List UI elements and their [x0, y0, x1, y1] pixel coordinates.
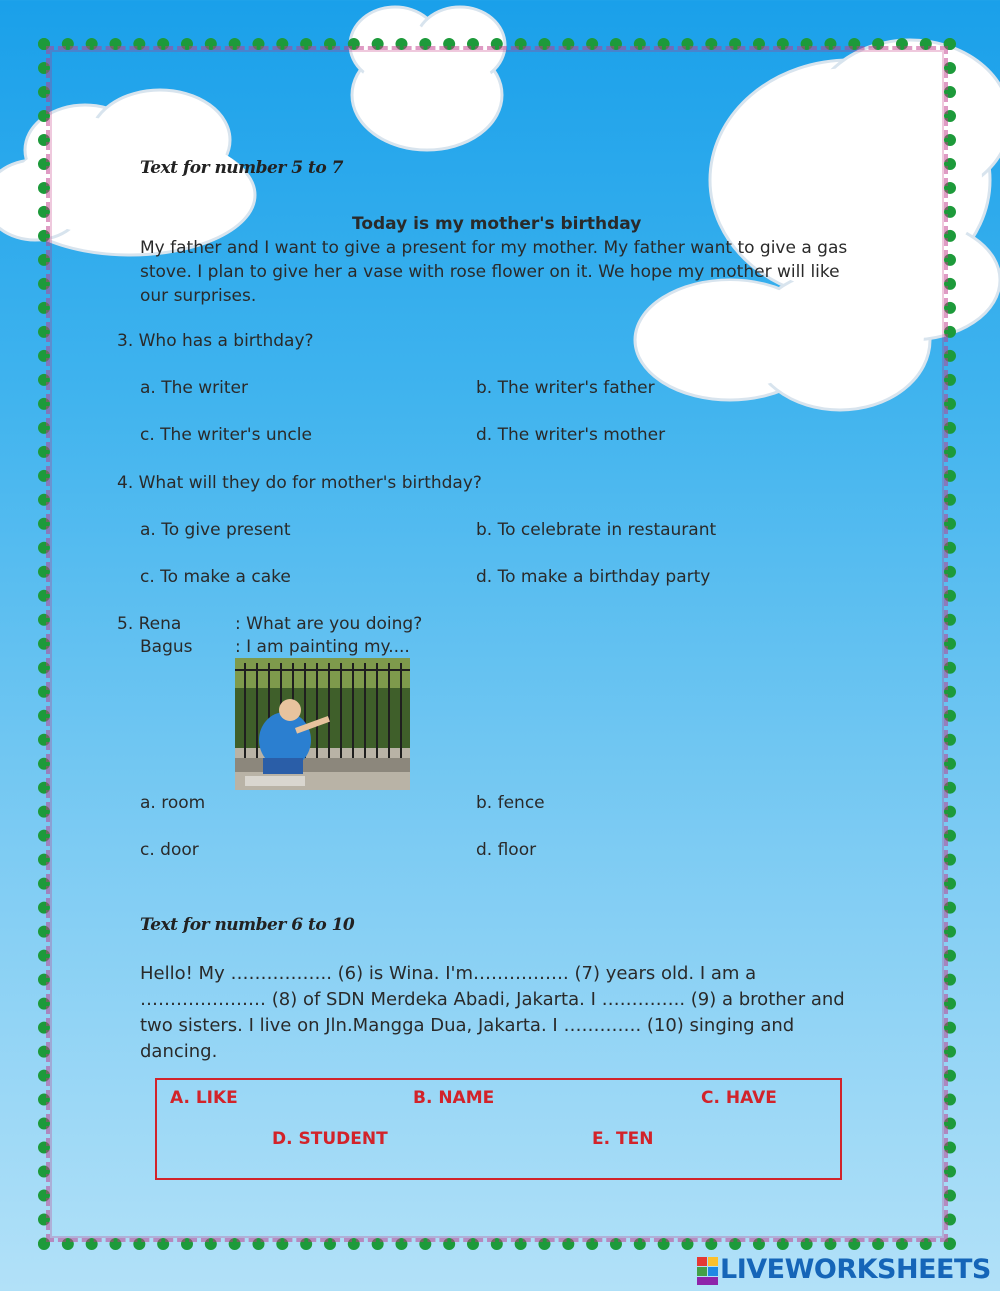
- cloze-text: Hello! My …………….. (6) is Wina. I'm……………. (7) years old. I am a ………………… (8) of SDN Merdeka Abadi, Jakarta. I ………….. (9) a brother and two sisters. I live on Jln.Mangga Dua, Jakarta. I …………. (10) singing and dancing.: [140, 963, 845, 1062]
- q3-option-b[interactable]: b. The writer's father: [476, 378, 655, 398]
- q3-option-a[interactable]: a. The writer: [140, 378, 248, 398]
- question-3: 3. Who has a birthday?: [117, 331, 314, 351]
- boy-painting-fence-image: [235, 658, 410, 790]
- section-heading-6-10: Text for number 6 to 10: [140, 915, 355, 935]
- word-bank-like[interactable]: A. LIKE: [170, 1088, 238, 1108]
- q5-option-b[interactable]: b. fence: [476, 793, 545, 813]
- q4-option-d[interactable]: d. To make a birthday party: [476, 567, 711, 587]
- word-bank-student[interactable]: D. STUDENT: [272, 1129, 388, 1149]
- section-heading-5-7: Text for number 5 to 7: [140, 158, 343, 178]
- passage-text: My father and I want to give a present for my mother. My father want to give a gas stove. I plan to give her a vase with rose flower on it. We hope my mother will like our surprises.: [140, 238, 848, 306]
- liveworksheets-logo-icon: [697, 1257, 719, 1285]
- word-bank-name[interactable]: B. NAME: [413, 1088, 495, 1108]
- q3-option-d[interactable]: d. The writer's mother: [476, 425, 666, 445]
- passage-title: Today is my mother's birthday: [352, 214, 642, 234]
- question-5-line-1: : What are you doing?: [235, 614, 423, 634]
- word-bank-have[interactable]: C. HAVE: [701, 1088, 777, 1108]
- question-5-speaker-1: 5. Rena: [117, 614, 182, 634]
- liveworksheets-logo-text: LIVEWORKSHEETS: [720, 1254, 991, 1285]
- word-bank-ten[interactable]: E. TEN: [592, 1129, 654, 1149]
- question-5-speaker-2: Bagus: [140, 637, 193, 657]
- q5-option-c[interactable]: c. door: [140, 840, 199, 860]
- q3-option-c[interactable]: c. The writer's uncle: [140, 425, 312, 445]
- question-5-line-2: : I am painting my....: [235, 637, 410, 657]
- q5-option-d[interactable]: d. floor: [476, 840, 537, 860]
- q5-option-a[interactable]: a. room: [140, 793, 206, 813]
- q4-option-b[interactable]: b. To celebrate in restaurant: [476, 520, 717, 540]
- q4-option-a[interactable]: a. To give present: [140, 520, 291, 540]
- question-4: 4. What will they do for mother's birthday?: [117, 473, 482, 493]
- q4-option-c[interactable]: c. To make a cake: [140, 567, 291, 587]
